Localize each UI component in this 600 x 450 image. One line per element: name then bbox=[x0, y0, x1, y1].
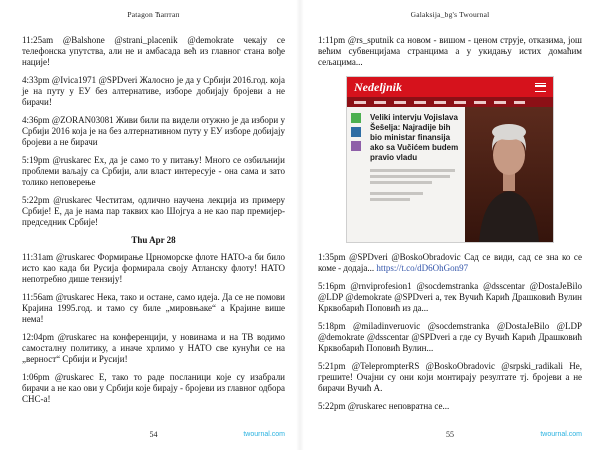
tweet-text: @rnviprofesion1 @socdemstranka @dsscentar @DostaJeBilo @LDP @demokrate @SPDveri а, тек Вучић Карић Драшковић Вулин Крквобарић Поповић из да... bbox=[318, 281, 582, 313]
tweet-timestamp: 1:06pm bbox=[22, 372, 50, 382]
page-right bbox=[300, 0, 600, 450]
article-placeholder-lines bbox=[370, 192, 459, 201]
tweet-post bbox=[22, 115, 285, 148]
tweet-link: https://t.co/dD6OhGon97 bbox=[376, 263, 469, 273]
tweet-text: @ruskarec Честитам, одлично научена лекција из примеру Србије! Е, да је нама пар таквих као Шојгуа а не као пар премијер-председник Србије! bbox=[22, 195, 285, 227]
tweet-text: @miladinveruovic @socdemstranka @DostaJeBilo @LDP @demokrate @dsscentar @SPDveri а где су Вучић Карић Драшковић Крквобарић Поповић Вулин... bbox=[318, 321, 582, 353]
tweet-timestamp: 1:11pm bbox=[318, 35, 346, 45]
article-headline: Veliki intervju Vojislava Šešelja: Najradije bih bio ministar finansija ako sa Vučićem budem pravio vladu bbox=[370, 113, 459, 162]
nedeljnik-masthead bbox=[347, 77, 553, 97]
tweet-timestamp: 5:22pm bbox=[318, 401, 346, 411]
tweet-text: @Balshone @strani_placenik @demokrate чекају се телефонска упутства, али не и амбасада већ из главног стана вође нације! bbox=[22, 35, 285, 67]
tweet-timestamp: 12:04pm bbox=[22, 332, 55, 342]
tweet-post bbox=[22, 252, 285, 285]
article-body bbox=[347, 107, 553, 242]
tweet-post bbox=[318, 361, 582, 394]
tweet-text: @ruskarec Ех, да је само то у питању! Много се озбиљнији проблеми ваљају са Србији, али власт интересује - она сама и зато толико неповерење bbox=[22, 155, 285, 187]
tweet-timestamp: 11:31am bbox=[22, 252, 54, 262]
tweet-post bbox=[22, 292, 285, 325]
tweet-timestamp: 4:36pm bbox=[22, 115, 50, 125]
tweet-timestamp: 4:33pm bbox=[22, 75, 50, 85]
tweet-timestamp: 5:19pm bbox=[22, 155, 50, 165]
tweet-text: @ruskarec Формирање Црноморске флоте НАТО-а би било исто као када би Русија формирала своју Атланску флоту! НАТО непотребно дише тензију! bbox=[22, 252, 286, 284]
article-text-column bbox=[366, 107, 465, 242]
tweet-timestamp: 5:22pm bbox=[22, 195, 50, 205]
menu-icon bbox=[535, 83, 546, 92]
tweet-text: @ruskarec на конференцији, у новинама и на ТВ водимо самосталну политику, а иначе хрлимо у НАТО све кунући се на „верност“ Србији и Русији! bbox=[22, 332, 286, 364]
tweet-timestamp: 1:35pm bbox=[318, 252, 346, 262]
tweet-text: @TeleprompterRS @BoskoObradovic @srpski_radikali Не, грешите! Очајни су они који монтирају резултате тј. бројеви а не бирачи Вучић А. bbox=[318, 361, 583, 393]
tweet-post bbox=[318, 321, 582, 354]
tweet-text: @ruskarec Нека, тако и остане, само идеја. Да се не помови Крајина 1995.год. и тамо су биле „мировњаке“ а Крајине више нема! bbox=[22, 292, 285, 324]
tweet-timestamp: 11:56am bbox=[22, 292, 54, 302]
embedded-article-screenshot bbox=[346, 76, 554, 243]
tweet-post bbox=[22, 75, 285, 108]
page-number: 55 bbox=[446, 430, 454, 439]
tweet-text: @ruskarec неповратна се... bbox=[347, 401, 450, 411]
tweet-post bbox=[22, 155, 285, 188]
tweet-text: @ruskarec Е, тако то раде посланици које су изабрали бирачи а не као ови у Србији које бирају - бројеви из главног одбора СНС-а! bbox=[22, 372, 285, 404]
running-header-right: Galaksija_bg's Twournal bbox=[410, 10, 490, 19]
tweet-post bbox=[22, 195, 285, 228]
tweet-text: @Ivica1971 @SPDveri Жалосно је да у Србији 2016.год. која је на путу у ЕУ без алтернативе, изборе добијају бројеви а не бирачи! bbox=[22, 75, 285, 107]
article-photo bbox=[465, 107, 553, 242]
tweet-post bbox=[22, 332, 285, 365]
tweet-text: @rs_sputnik са новом - вишом - ценом струје, отказима, још већим субвенцијама странцима а у укидању истих домаћим сељацима... bbox=[318, 35, 582, 67]
share-icon bbox=[351, 141, 361, 151]
tweet-post bbox=[318, 281, 582, 314]
tweet-text: @ZORAN03081 Живи били па видели отужно је да избори у Србији 2016 која је на без алтернативном путу у ЕУ изборе добијају бројеви а не бирачи bbox=[22, 115, 286, 147]
tweet-text: @SPDveri @BoskoObradovic Сад се види, сад се зна ко се коме - додаја... bbox=[318, 252, 583, 273]
page-number: 54 bbox=[149, 430, 158, 439]
share-icon bbox=[351, 113, 361, 123]
article-placeholder-lines bbox=[370, 169, 459, 184]
nedeljnik-navbar bbox=[347, 97, 553, 107]
share-icon bbox=[351, 127, 361, 137]
tweet-timestamp: 11:25am bbox=[22, 35, 54, 45]
nedeljnik-logo: Nedeljnik bbox=[354, 79, 402, 94]
date-heading: Thu Apr 28 bbox=[131, 235, 176, 245]
tweet-post bbox=[318, 252, 582, 274]
tweet-timestamp: 5:18pm bbox=[318, 321, 346, 331]
tweet-post bbox=[22, 35, 285, 68]
running-header-left: Patagon Ћаптап bbox=[127, 10, 180, 19]
footer-site-text: twournal.com bbox=[540, 431, 582, 438]
page-footer-left bbox=[22, 430, 285, 440]
share-buttons bbox=[347, 107, 366, 242]
tweet-post bbox=[22, 372, 285, 405]
footer-site-text: twournal.com bbox=[243, 431, 285, 438]
tweet-timestamp: 5:21pm bbox=[318, 361, 346, 371]
tweet-post bbox=[318, 401, 582, 412]
page-footer-right bbox=[318, 430, 582, 440]
tweet-timestamp: 5:16pm bbox=[318, 281, 346, 291]
tweet-post bbox=[318, 35, 582, 68]
